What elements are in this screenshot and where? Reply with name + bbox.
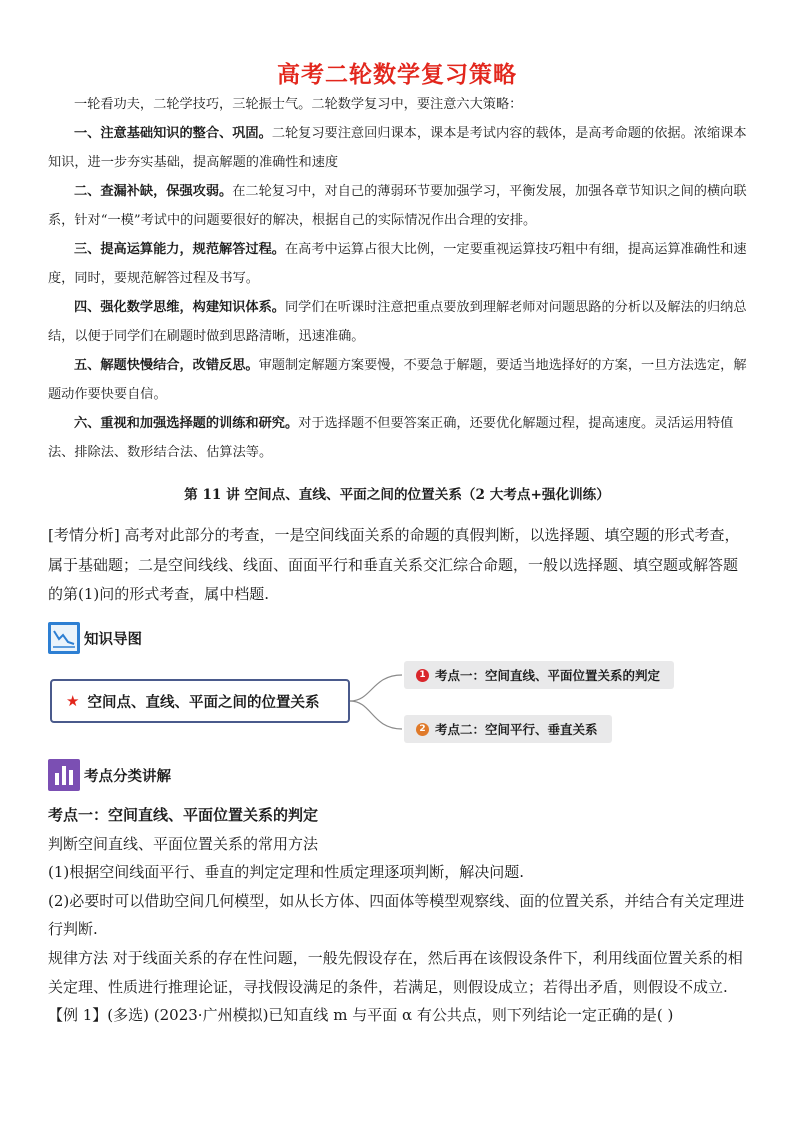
strategy-5-body: 审题制定解题方案要慢，不要急于解题，要适当地选择好的方案，一旦方法选定，解题动作要快要自信。 xyxy=(48,358,747,402)
strategy-2-body: 在二轮复习中，对自己的薄弱环节要加强学习，平衡发展，加强各章节知识之间的横向联系，针对“一模”考试中的问题要很好的解决，根据自己的实际情况作出合理的安排。 xyxy=(48,184,747,228)
star-icon: ★ xyxy=(66,692,80,710)
section-key-points xyxy=(48,759,171,791)
example-1: 【例 1】(多选) (2023·广州模拟)已知直线 m 与平面 α 有公共点，则下列结论一定正确的是( ) xyxy=(48,1006,674,1025)
exam-analysis-text: [考情分析] 高考对此部分的考查，一是空间线面关系的命题的真假判断，以选择题、填空题的形式考查，属于基础题；二是空间线线、线面、面面平行和垂直关系交汇综合命题，一般以选择题、填空题或解答题的第(1)问的形式考查，属中档题. xyxy=(48,526,740,603)
mindmap-node-1-label: 考点一：空间直线、平面位置关系的判定 xyxy=(435,668,661,683)
rule-method: 规律方法 对于线面关系的存在性问题，一般先假设存在，然后再在该假设条件下，利用线面位置关系的相关定理、性质进行推理论证，寻找假设满足的条件，若满足，则假设成立；若得出矛盾，则假设不成立. xyxy=(48,948,743,996)
strategy-1-body: 二轮复习要注意回归课本，课本是考试内容的载体，是高考命题的依据。浓缩课本知识，进一步夯实基础，提高解题的准确性和速度 xyxy=(48,126,747,170)
key-point-1-title: 考点一：空间直线、平面位置关系的判定 xyxy=(48,806,319,824)
number-1-icon: 1 xyxy=(416,669,429,682)
key-point-1-item-1: (1)根据空间线面平行、垂直的判定定理和性质定理逐项判断，解决问题. xyxy=(48,863,525,882)
strategy-6-head: 六、重视和加强选择题的训练和研究。 xyxy=(74,416,299,431)
key-point-1-subtitle: 判断空间直线、平面位置关系的常用方法 xyxy=(48,834,319,853)
strategy-3-head: 三、提高运算能力，规范解答过程。 xyxy=(74,242,285,257)
lecture-title: 第 11 讲 空间点、直线、平面之间的位置关系（2 大考点+强化训练） xyxy=(184,487,610,503)
mindmap-root xyxy=(50,679,350,723)
page-title: 高考二轮数学复习策略 xyxy=(277,62,517,88)
mindmap-root-label: 空间点、直线、平面之间的位置关系 xyxy=(87,694,320,711)
section-key-points-label: 考点分类讲解 xyxy=(84,768,171,785)
number-2-icon: 2 xyxy=(416,723,429,736)
strategy-2-head: 二、查漏补缺，保强攻弱。 xyxy=(74,184,233,199)
mindmap-node-2 xyxy=(404,715,612,743)
strategy-3-body: 在高考中运算占很大比例，一定要重视运算技巧粗中有细，提高运算准确性和速度，同时，要规范解答过程及书写。 xyxy=(48,242,747,286)
mindmap-node-1 xyxy=(404,661,674,689)
key-point-1-item-2: (2)必要时可以借助空间几何模型，如从长方体、四面体等模型观察线、面的位置关系，并结合有关定理进行判断. xyxy=(48,891,745,939)
strategy-4-head: 四、强化数学思维，构建知识体系。 xyxy=(74,300,285,315)
mindmap-node-2-label: 考点二：空间平行、垂直关系 xyxy=(435,722,598,737)
strategy-4-body: 同学们在听课时注意把重点要放到理解老师对问题思路的分析以及解法的归纳总结，以便于同学们在刷题时做到思路清晰，迅速准确。 xyxy=(48,300,747,344)
key-point-1 xyxy=(48,801,748,1030)
strategy-1-head: 一、注意基础知识的整合、巩固。 xyxy=(74,126,272,141)
strategy-6-body: 对于选择题不但要答案正确，还要优化解题过程，提高速度。灵活运用特值法、排除法、数形结合法、估算法等。 xyxy=(48,416,734,460)
strategy-5-head: 五、解题快慢结合，改错反思。 xyxy=(74,358,259,373)
bar-chart-icon xyxy=(48,759,80,791)
section-knowledge-map-label: 知识导图 xyxy=(84,631,142,648)
intro-lead: 一轮看功夫，二轮学技巧，三轮振士气。二轮数学复习中，要注意六大策略： xyxy=(74,97,523,112)
